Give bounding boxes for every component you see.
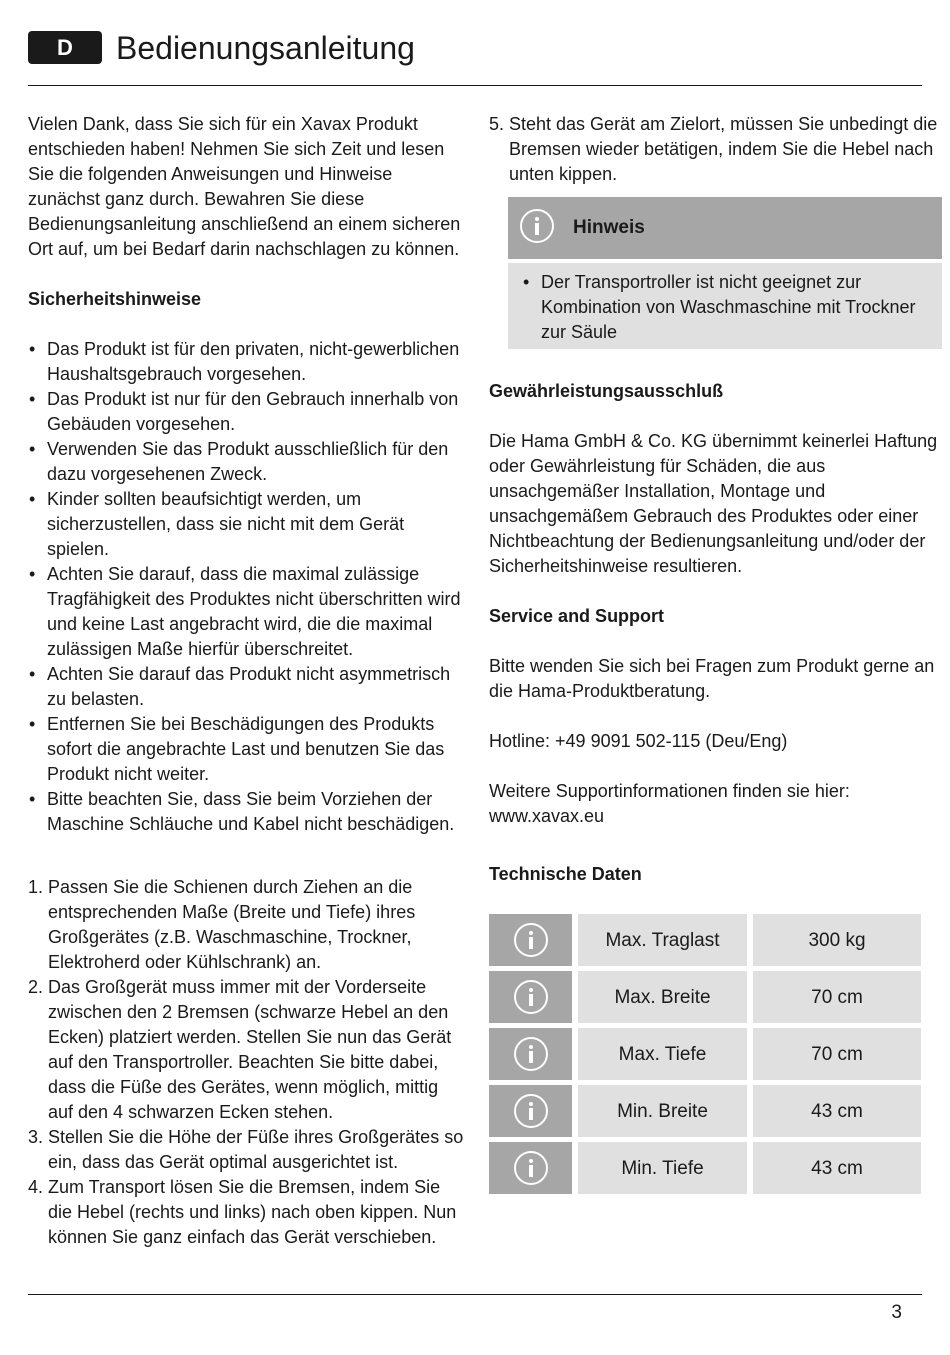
list-item <box>28 1125 468 1175</box>
note-title: Hinweis <box>573 217 645 238</box>
list-item: • Achten Sie darauf das Produkt nicht asymmetrisch zu belasten. <box>28 662 468 712</box>
safety-heading: Sicherheitshinweise <box>28 289 202 309</box>
safety-list <box>28 337 468 837</box>
step-number: 5. <box>489 114 505 134</box>
info-icon <box>514 1094 548 1128</box>
warranty-heading: Gewährleistungsausschluß <box>489 381 724 401</box>
list-item: • Achten Sie darauf, dass die maximal zulässige Tragfähigkeit des Produktes nicht überschritten wird und keine Last angebracht wird, die die maximal zulässigen Maße hierfür überschreitet. <box>28 562 468 662</box>
info-icon <box>514 1037 548 1071</box>
info-icon <box>514 923 548 957</box>
step-text: Das Großgerät muss immer mit der Vorderseite zwischen den 2 Bremsen (schwarze Hebel an den Ecken) platziert werden. Stellen Sie nun das Gerät auf den Transportroller. Beachten Sie bitte dabei, dass die Füße des Gerätes, wenn möglich, mittig auf den 4 schwarzen Ecken stehen. <box>48 977 452 1122</box>
language-badge: D <box>28 31 102 64</box>
note-list <box>522 270 932 345</box>
list-item: • Entfernen Sie bei Beschädigungen des Produkts sofort die angebrachte Last und benutzen Sie das Produkt nicht weiter. <box>28 712 468 787</box>
spec-value: 300 kg <box>753 914 921 966</box>
spec-value: 70 cm <box>753 971 921 1023</box>
page-header <box>28 28 922 86</box>
info-icon <box>514 980 548 1014</box>
list-item: • Verwenden Sie das Produkt ausschließlich für den dazu vorgesehenen Zweck. <box>28 437 468 487</box>
step-text: Zum Transport lösen Sie die Bremsen, indem Sie die Hebel (rechts und links) nach oben kippen. Nun können Sie ganz einfach das Gerät verschieben. <box>48 1177 457 1247</box>
step-number: 1. <box>28 877 44 897</box>
steps-list <box>28 875 468 1250</box>
list-item <box>28 1175 468 1250</box>
list-item: • Das Produkt ist für den privaten, nicht-gewerblichen Haushaltsgebrauch vorgesehen. <box>28 337 468 387</box>
footer-divider <box>28 1294 922 1295</box>
right-column <box>489 112 944 1199</box>
table-cell <box>489 1085 572 1137</box>
table-row <box>489 971 921 1023</box>
spec-value: 70 cm <box>753 1028 921 1080</box>
table-cell <box>489 1142 572 1194</box>
tech-data-table <box>483 909 927 1199</box>
step-text: Passen Sie die Schienen durch Ziehen an die entsprechenden Maße (Breite und Tiefe) ihres Großgerätes (z.B. Waschmaschine, Trockner, Elektroherd oder Kühlschrank) an. <box>48 877 416 972</box>
intro-paragraph: Vielen Dank, dass Sie sich für ein Xavax Produkt entschieden haben! Nehmen Sie sich Zeit und lesen Sie die folgenden Anweisungen und Hinweise zunächst ganz durch. Bewahren Sie diese Bedienungsanleitung anschließend an einem sicheren Ort auf, um bei Bedarf darin nachschlagen zu können. <box>28 114 461 259</box>
table-row <box>489 914 921 966</box>
spec-label: Max. Traglast <box>578 914 747 966</box>
page-number: 3 <box>891 1302 902 1323</box>
step-number: 2. <box>28 977 44 997</box>
step-text: Steht das Gerät am Zielort, müssen Sie unbedingt die Bremsen wieder betätigen, indem Sie die Hebel nach unten kippen. <box>509 114 938 184</box>
note-header <box>508 197 942 259</box>
spec-label: Max. Tiefe <box>578 1028 747 1080</box>
step-number: 4. <box>28 1177 44 1197</box>
left-column <box>28 112 468 1250</box>
list-item: • Der Transportroller ist nicht geeignet zur Kombination von Waschmaschine mit Trockner zur Säule <box>522 270 932 345</box>
website-link[interactable]: www.xavax.eu <box>489 806 605 826</box>
tech-data-heading: Technische Daten <box>489 864 642 884</box>
list-item <box>489 112 944 187</box>
info-icon <box>514 1151 548 1185</box>
list-item: • Bitte beachten Sie, dass Sie beim Vorziehen der Maschine Schläuche und Kabel nicht beschädigen. <box>28 787 468 837</box>
support-paragraph: Bitte wenden Sie sich bei Fragen zum Produkt gerne an die Hama-Produktberatung. <box>489 656 935 701</box>
hotline-text: Hotline: +49 9091 502-115 (Deu/Eng) <box>489 731 788 751</box>
table-row <box>489 1142 921 1194</box>
table-cell <box>489 971 572 1023</box>
step-text: Stellen Sie die Höhe der Füße ihres Großgerätes so ein, dass das Gerät optimal ausgerichtet ist. <box>48 1127 464 1172</box>
list-item: • Das Produkt ist nur für den Gebrauch innerhalb von Gebäuden vorgesehen. <box>28 387 468 437</box>
spec-value: 43 cm <box>753 1142 921 1194</box>
table-cell <box>489 1028 572 1080</box>
warranty-paragraph: Die Hama GmbH & Co. KG übernimmt keinerlei Haftung oder Gewährleistung für Schäden, die aus unsachgemäßer Installation, Montage und unsachgemäßem Gebrauch des Produktes oder einer Nichtbeachtung der Bedienungsanleitung und/oder der Sicherheitshinweise resultieren. <box>489 431 938 576</box>
steps-list-continued <box>489 112 944 187</box>
list-item <box>28 875 468 975</box>
list-item: • Kinder sollten beaufsichtigt werden, um sicherzustellen, dass sie nicht mit dem Gerät spielen. <box>28 487 468 562</box>
note-box <box>508 197 942 349</box>
list-item <box>28 975 468 1125</box>
support-heading: Service and Support <box>489 606 665 626</box>
info-icon <box>520 209 554 243</box>
spec-label: Min. Tiefe <box>578 1142 747 1194</box>
table-row <box>489 1085 921 1137</box>
step-number: 3. <box>28 1127 44 1147</box>
spec-label: Min. Breite <box>578 1085 747 1137</box>
page-title: Bedienungsanleitung <box>116 30 415 66</box>
spec-value: 43 cm <box>753 1085 921 1137</box>
note-body <box>508 263 942 349</box>
spec-label: Max. Breite <box>578 971 747 1023</box>
table-row <box>489 1028 921 1080</box>
table-cell <box>489 914 572 966</box>
header-divider <box>28 85 922 86</box>
more-info-text: Weitere Supportinformationen finden sie hier: <box>489 781 850 801</box>
